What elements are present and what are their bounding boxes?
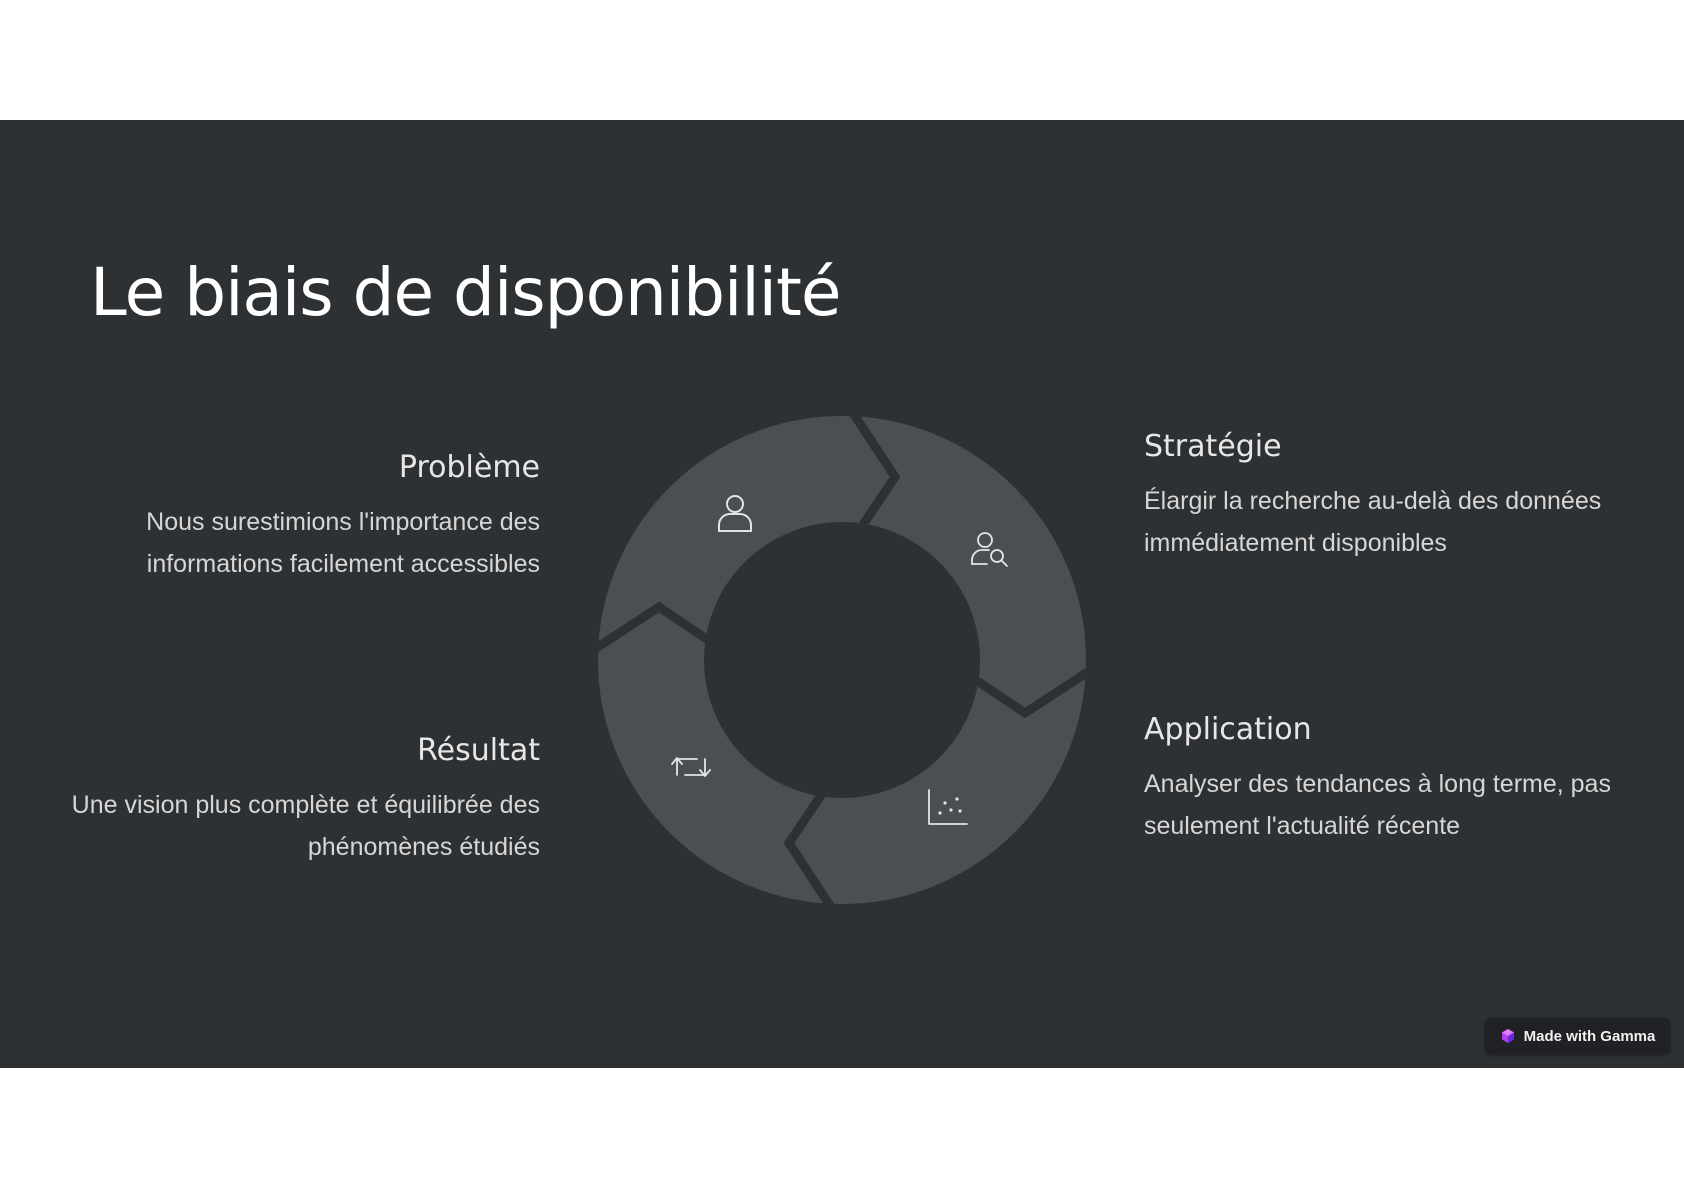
cycle-diagram <box>578 396 1106 924</box>
made-with-gamma-badge[interactable] <box>1485 1018 1670 1054</box>
block-resultat <box>70 731 540 868</box>
block-application <box>1144 710 1614 847</box>
cycle-ring <box>651 469 1033 851</box>
block-probleme <box>70 448 540 585</box>
block-resultat-text: Une vision plus complète et équilibrée des phénomènes étudiés <box>71 791 540 861</box>
block-probleme-heading: Problème <box>398 450 540 485</box>
block-application-text: Analyser des tendances à long terme, pas seulement l'actualité récente <box>1144 770 1611 840</box>
block-resultat-heading: Résultat <box>417 733 540 768</box>
badge-label: Made with Gamma <box>1523 1027 1656 1045</box>
block-strategie-text: Élargir la recherche au-delà des données immédiatement disponibles <box>1144 487 1602 557</box>
block-application-heading: Application <box>1144 712 1312 747</box>
slide <box>0 120 1684 1068</box>
block-probleme-text: Nous surestimions l'importance des informations facilement accessibles <box>146 508 540 578</box>
gamma-logo-icon <box>1500 1028 1516 1044</box>
block-strategie-heading: Stratégie <box>1144 429 1282 464</box>
block-strategie <box>1144 427 1614 564</box>
slide-title: Le biais de disponibilité <box>90 254 841 331</box>
